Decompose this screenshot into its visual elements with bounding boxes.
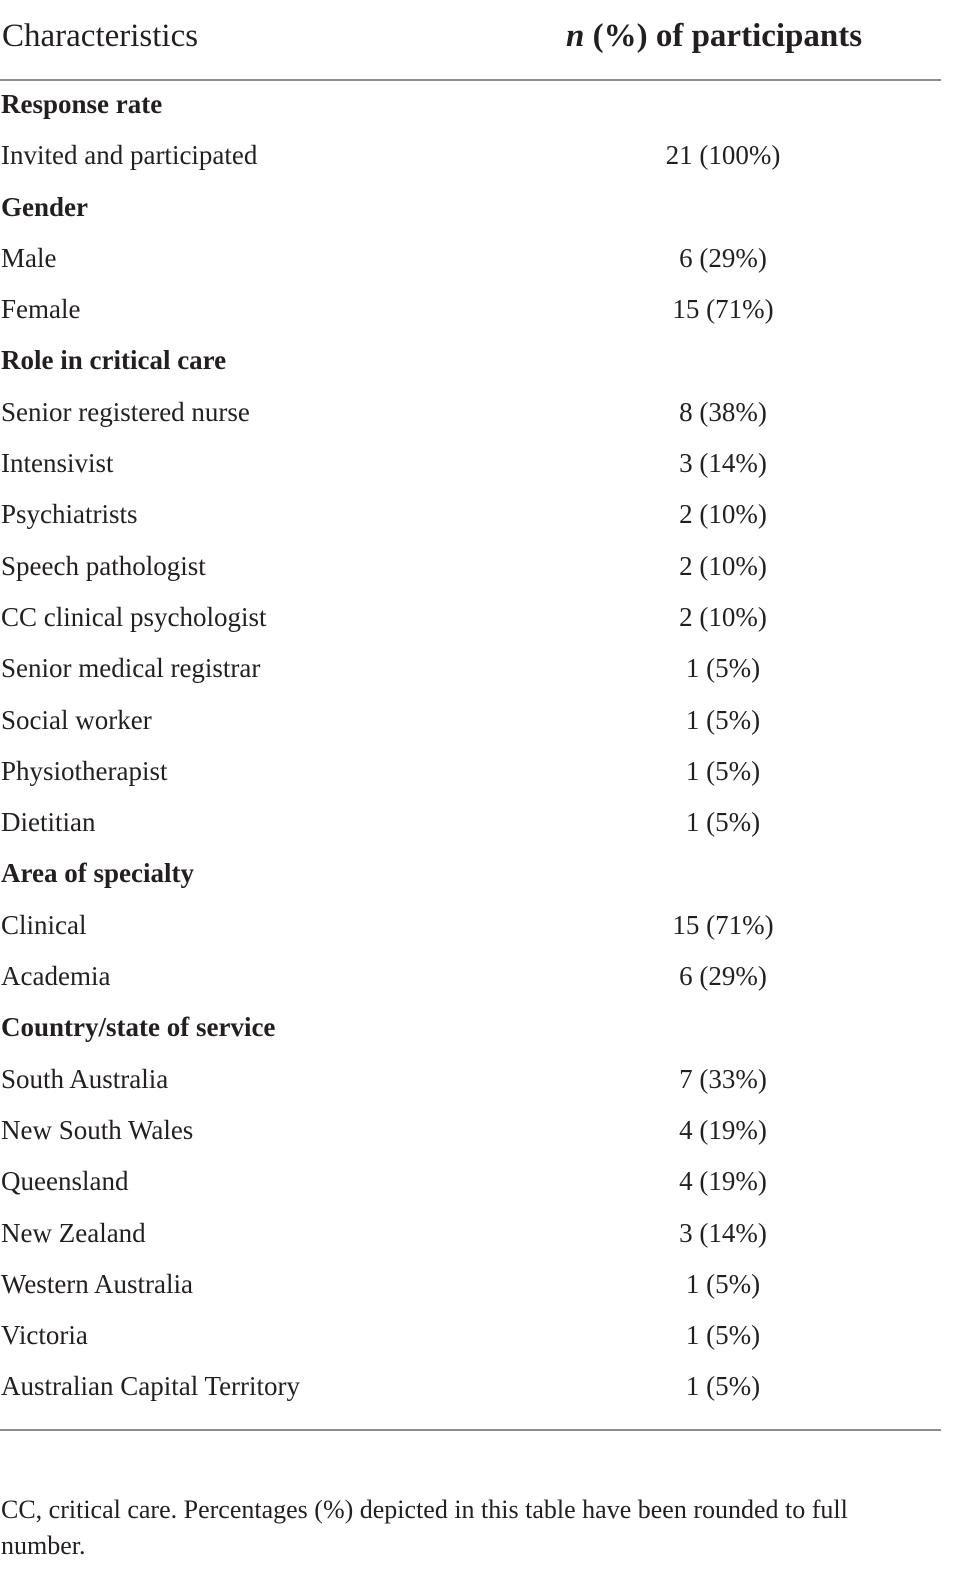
- row-value: 3 (14%): [679, 448, 767, 479]
- row-label: Senior medical registrar: [1, 653, 261, 684]
- row-value: 1 (5%): [685, 755, 761, 786]
- table-row: [0, 285, 941, 336]
- header-n-symbol: n: [566, 18, 585, 54]
- row-value: 1 (5%): [685, 653, 761, 684]
- row-label: Academia: [1, 961, 111, 992]
- row-value: 1 (5%): [685, 704, 761, 735]
- row-label: New South Wales: [1, 1114, 194, 1145]
- table-row: [0, 1260, 941, 1311]
- table-row: [0, 696, 941, 747]
- row-value: 1 (5%): [685, 807, 761, 838]
- table-row: [0, 1106, 941, 1157]
- table-row: [0, 952, 941, 1003]
- table-row: [0, 490, 941, 541]
- table-row: [0, 1209, 941, 1260]
- section-row: [0, 336, 941, 387]
- row-label: Physiotherapist: [1, 755, 168, 786]
- row-label: Dietitian: [1, 807, 96, 838]
- row-label: Intensivist: [1, 448, 114, 479]
- row-label: CC clinical psychologist: [1, 601, 267, 632]
- row-value: 1 (5%): [685, 1268, 761, 1299]
- section-heading: Role in critical care: [1, 345, 227, 376]
- header-percent-label: (%) of participants: [584, 18, 863, 54]
- row-label: Australian Capital Territory: [1, 1371, 301, 1402]
- section-row: [0, 80, 941, 131]
- table-body: [0, 80, 941, 1414]
- section-row: [0, 1003, 941, 1054]
- table-row: [0, 234, 941, 285]
- row-label: New Zealand: [1, 1217, 146, 1248]
- row-value: 2 (10%): [679, 601, 767, 632]
- section-heading: Gender: [1, 191, 88, 222]
- table-footnote: CC, critical care. Percentages (%) depicted in this table have been rounded to full number.: [1, 1495, 848, 1560]
- table-row: [0, 1157, 941, 1208]
- table-row: [0, 1311, 941, 1362]
- header-characteristics: Characteristics: [2, 18, 199, 54]
- row-value: 15 (71%): [672, 909, 774, 940]
- row-label: Invited and participated: [1, 140, 258, 171]
- table-row: [0, 388, 941, 439]
- row-value: 1 (5%): [685, 1371, 761, 1402]
- row-label: Male: [1, 242, 57, 273]
- row-value: 21 (100%): [665, 140, 781, 171]
- table-row: [0, 1362, 941, 1413]
- row-value: 8 (38%): [679, 396, 767, 427]
- table-row: [0, 131, 941, 182]
- row-label: South Australia: [1, 1063, 169, 1094]
- row-label: Clinical: [1, 909, 87, 940]
- table-row: [0, 1055, 941, 1106]
- row-value: 15 (71%): [672, 294, 774, 325]
- section-heading: Response rate: [1, 89, 163, 119]
- table-bottom-rule: [0, 1429, 941, 1431]
- row-value: 4 (19%): [679, 1114, 767, 1145]
- row-value: 2 (10%): [679, 499, 767, 530]
- table-row: [0, 439, 941, 490]
- row-label: Victoria: [1, 1320, 88, 1351]
- row-value: 2 (10%): [679, 550, 767, 581]
- section-row: [0, 849, 941, 900]
- row-value: 6 (29%): [679, 242, 767, 273]
- row-label: Psychiatrists: [1, 499, 138, 530]
- row-label: Female: [1, 294, 81, 325]
- header-participants: [566, 18, 862, 55]
- table-row: [0, 593, 941, 644]
- row-value: 7 (33%): [679, 1063, 767, 1094]
- row-value: 4 (19%): [679, 1166, 767, 1197]
- row-value: 1 (5%): [685, 1320, 761, 1351]
- section-heading: Country/state of service: [1, 1012, 276, 1043]
- table-header: [0, 0, 941, 80]
- section-row: [0, 183, 941, 234]
- table-row: [0, 901, 941, 952]
- row-label: Speech pathologist: [1, 550, 206, 581]
- row-label: Western Australia: [1, 1268, 194, 1299]
- table-row: [0, 798, 941, 849]
- row-label: Senior registered nurse: [1, 396, 250, 427]
- table-row: [0, 644, 941, 695]
- section-heading: Area of specialty: [1, 858, 194, 889]
- row-label: Social worker: [1, 704, 152, 735]
- row-value: 6 (29%): [679, 961, 767, 992]
- row-value: 3 (14%): [679, 1217, 767, 1248]
- table-row: [0, 542, 941, 593]
- table-row: [0, 747, 941, 798]
- row-label: Queensland: [1, 1166, 129, 1197]
